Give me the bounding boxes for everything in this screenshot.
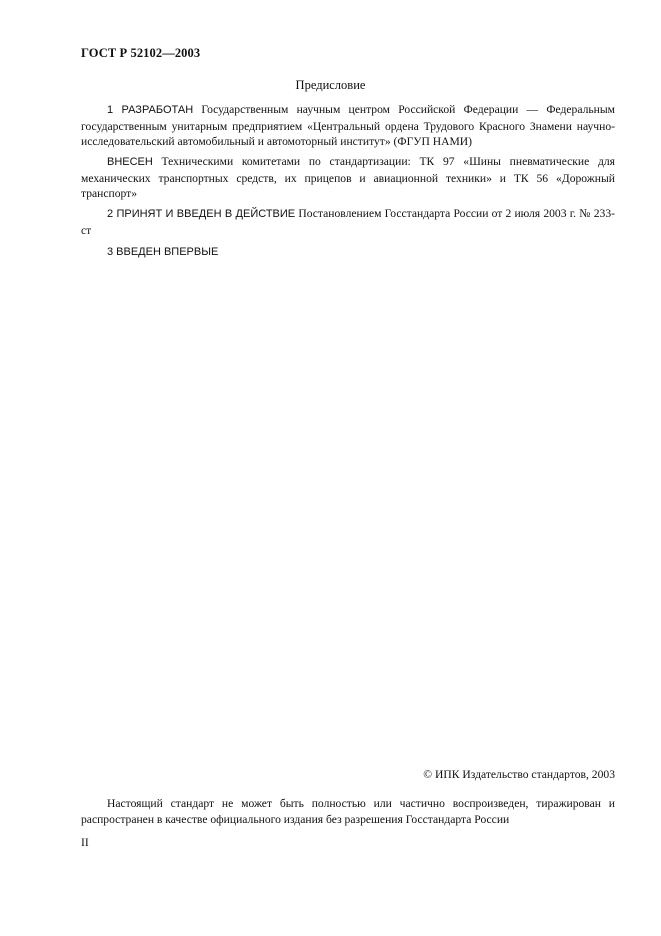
paragraph-adopted bbox=[81, 206, 615, 238]
paragraph-lead: 3 ВВЕДЕН ВПЕРВЫЕ bbox=[107, 246, 219, 258]
paragraph-lead: 1 РАЗРАБОТАН bbox=[107, 104, 194, 116]
reproduction-notice: Настоящий стандарт не может быть полностью или частично воспроизведен, тиражирован и распространен в качестве официального издания без разрешения Госстандарта России bbox=[81, 797, 615, 826]
paragraph-lead: 2 ПРИНЯТ И ВВЕДЕН В ДЕЙСТВИЕ bbox=[107, 208, 296, 220]
paragraph-first-introduced bbox=[81, 244, 615, 261]
paragraph-lead: ВНЕСЕН bbox=[107, 156, 153, 168]
paragraph-text: Техническими комитетами по стандартизации: ТК 97 «Шины пневматические для механических транспортных средств, их прицепов и авиационной техники» и ТК 56 «Дорожный транспорт» bbox=[81, 155, 615, 200]
copyright-line: © ИПК Издательство стандартов, 2003 bbox=[423, 768, 615, 781]
paragraph-introduced-by bbox=[81, 154, 615, 202]
paragraph-text: Государственным научным центром Российской Федерации — Федеральным государственным унитарным предприятием «Центральный ордена Трудового Красного Знамени научно-исследовательский автомобильный и автомоторный институт» (ФГУП НАМИ) bbox=[81, 103, 615, 148]
document-code: ГОСТ Р 52102—2003 bbox=[81, 46, 201, 60]
paragraph-text: Постановлением Госстандарта России от 2 июля 2003 г. № 233-ст bbox=[81, 207, 615, 237]
page-number: II bbox=[81, 836, 89, 849]
paragraph-developed-by bbox=[81, 102, 615, 150]
section-title: Предисловие bbox=[295, 78, 366, 92]
